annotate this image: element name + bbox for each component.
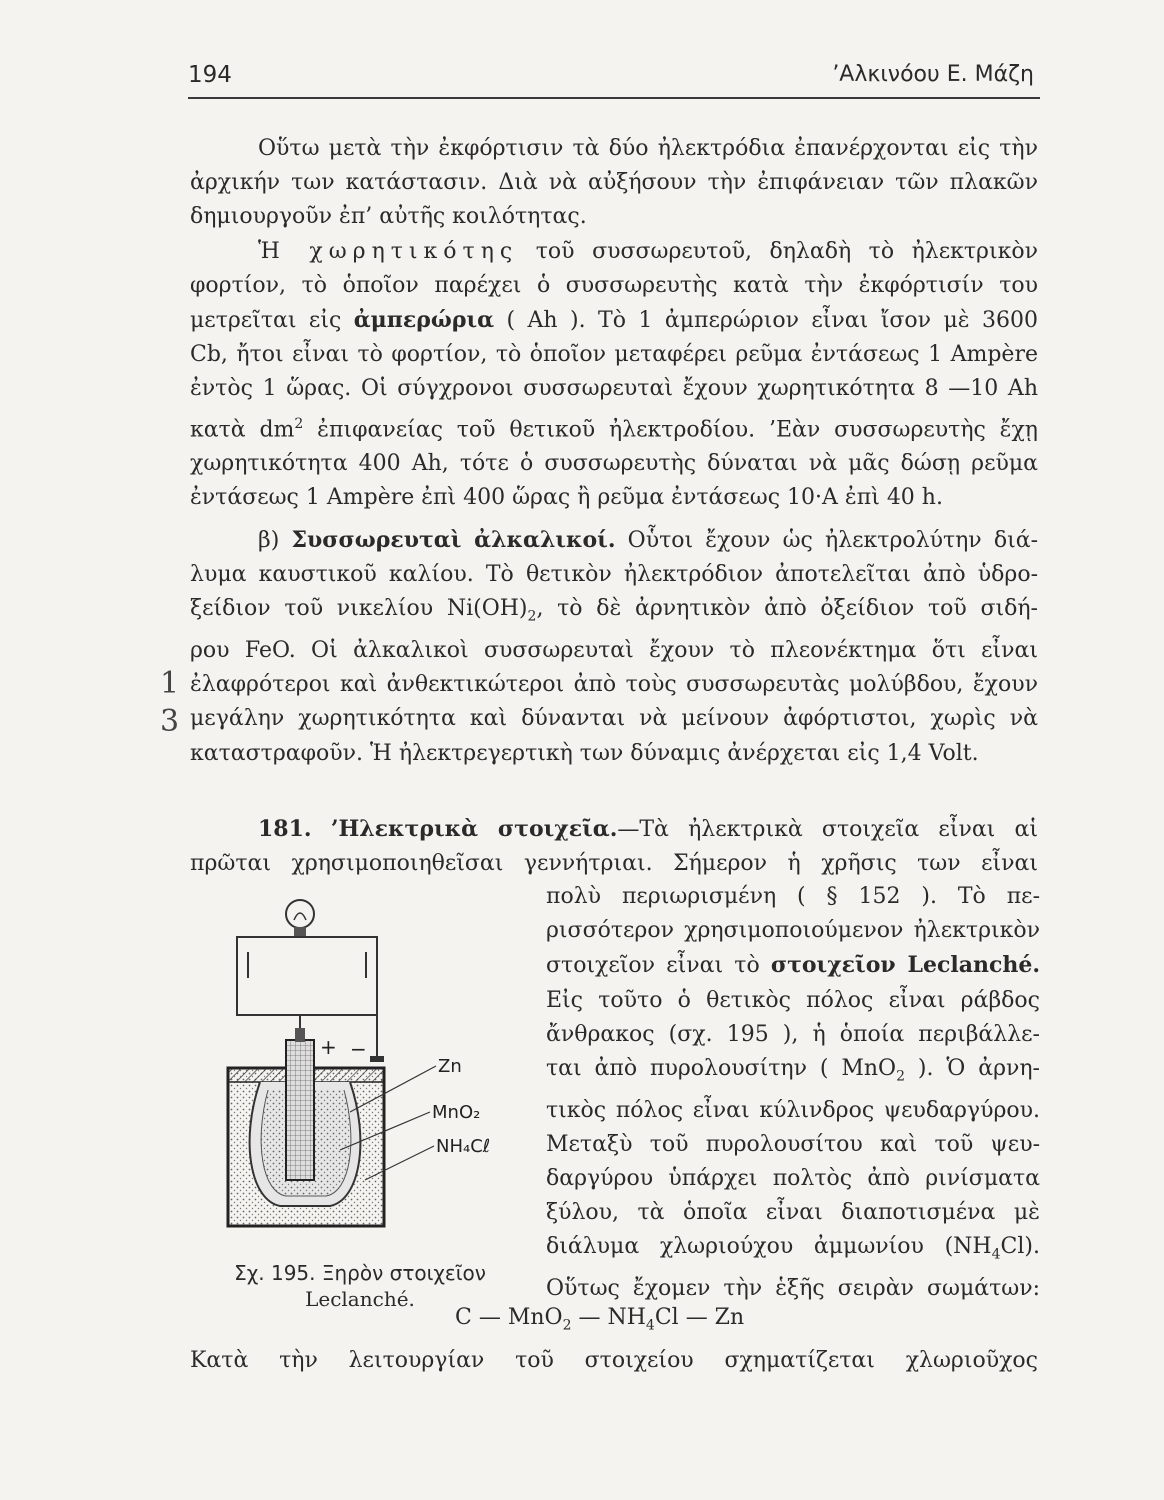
text-line: καταστραφοῦν. Ἡ ἠλεκτρεγερτικὴ των δύναμις ἀνέρχεται εἰς 1,4 Volt. xyxy=(190,740,979,766)
carbon-rod xyxy=(286,1040,314,1180)
text-span: C — MnO xyxy=(455,1305,563,1330)
text-span: Cl). xyxy=(1000,1234,1040,1260)
paragraph-1 xyxy=(190,132,1038,235)
text-line: δαργύρου ὑπάρχει πολτὸς ἀπὸ ρινίσματα xyxy=(546,1166,1040,1192)
lamp-icon xyxy=(286,900,314,937)
text-line: χωρητικότητα 400 Ah, τότε ὁ συσσωρευτὴς δύναται νὰ μᾶς δώσῃ ρεῦμα xyxy=(190,451,1038,477)
text-line: μεγάλην χωρητικότητα καὶ δύνανται νὰ μείνουν ἀφόρτιστοι, χωρὶς νὰ xyxy=(190,706,1038,732)
text-span: , τὸ δὲ ἀρνητικὸν ἀπὸ ὀξείδιον τοῦ σιδή- xyxy=(536,596,1038,622)
text-line xyxy=(546,948,1040,983)
label-zn: Zn xyxy=(438,1056,462,1077)
text-span: ( Ah ). Τὸ 1 ἀμπερώριον εἶναι ἴσον μὲ 3600 xyxy=(494,308,1038,333)
text-line: ρου FeO. Οἱ ἀλκαλικοὶ συσσωρευταὶ ἔχουν τὸ πλεονέκτημα ὅτι εἶναι xyxy=(190,638,1038,663)
caption-line: Leclanché. xyxy=(305,1287,415,1311)
text-line xyxy=(190,407,1038,448)
text-span: κατὰ dm xyxy=(190,416,295,442)
subscript: 2 xyxy=(896,1068,906,1085)
text-line xyxy=(190,812,1038,847)
text-line: ἄνθρακος (σχ. 195 ), ἡ ὁποία περιβάλλε- xyxy=(546,1021,1040,1047)
text-span: ξείδιον τοῦ νικελίου Ni(OH) xyxy=(190,596,528,622)
bold-term: στοιχεῖον Leclanché. xyxy=(770,952,1040,979)
text-line: Οὕτως ἔχομεν τὴν ἑξῆς σειρὰν σωμάτων: xyxy=(546,1276,1040,1302)
text-line: ἐντὸς 1 ὥρας. Οἱ σύγχρονοι συσσωρευταὶ ἔχουν χωρητικότητα 8 —10 Ah xyxy=(190,376,1038,402)
section-181 xyxy=(190,812,1038,881)
page-number: 194 xyxy=(188,62,232,88)
bold-term: Συσσωρευταὶ ἀλκαλικοί. xyxy=(291,527,616,553)
text-line xyxy=(190,523,1038,558)
text-line: Μεταξὺ τοῦ πυρολουσίτου καὶ τοῦ ψευ- xyxy=(546,1131,1040,1157)
text-line: δημιουργοῦν ἐπ’ αὐτῆς κοιλότητας. xyxy=(190,204,587,230)
text-span: μετρεῖται εἰς xyxy=(190,308,354,333)
leclanche-cell-figure xyxy=(200,880,500,1240)
text-span: β) xyxy=(258,528,292,553)
section-title: ’Ηλεκτρικὰ στοιχεῖα. xyxy=(330,816,618,842)
caption-line: Σχ. 195. Ξηρὸν στοιχεῖον xyxy=(234,1261,486,1285)
text-line: ρισσότερον χρησιμοποιούμενον ἠλεκτρικὸν xyxy=(546,918,1040,944)
rod-cap xyxy=(295,1028,305,1042)
text-span: ). Ὁ ἀρνη- xyxy=(905,1056,1040,1082)
circuit-wire xyxy=(237,937,377,1015)
superscript: 2 xyxy=(294,415,304,432)
text-line: Εἰς τοῦτο ὁ θετικὸς πόλος εἶναι ράβδος xyxy=(546,987,1040,1013)
text-line xyxy=(546,1052,1040,1094)
text-span: ἐπιφανείας τοῦ θετικοῦ ἠλεκτροδίου. ’Εὰν συσσωρευτὴς ἔχῃ xyxy=(303,416,1038,442)
bottom-text xyxy=(190,1348,1038,1373)
label-plus: + xyxy=(320,1035,337,1059)
subscript: 2 xyxy=(562,1317,572,1334)
text-line: λυμα καυστικοῦ καλίου. Τὸ θετικὸν ἠλεκτρόδιον ἀποτελεῖται ἀπὸ ὑδρο- xyxy=(190,562,1038,588)
text-span: Cl — Zn xyxy=(654,1305,745,1330)
text-line: ἐντάσεως 1 Ampère ἐπὶ 400 ὥρας ἢ ρεῦμα ἐντάσεως 10·A ἐπὶ 40 h. xyxy=(190,485,943,511)
text-line: ξύλου, τὰ ὁποῖα εἶναι διαποτισμένα μὲ xyxy=(546,1200,1040,1226)
text-line: Cb, ἤτοι εἶναι τὸ φορτίον, τὸ ὁποῖον μεταφέρει ρεῦμα ἐντάσεως 1 Ampère xyxy=(190,342,1038,368)
label-minus: − xyxy=(350,1037,367,1061)
margin-note-3: 3 xyxy=(160,704,180,739)
text-line: πολὺ περιωρισμένη ( § 152 ). Τὸ πε- xyxy=(546,884,1040,909)
paragraph-alkaline xyxy=(190,523,1038,771)
text-span: τοῦ συσσωρευτοῦ, δηλαδὴ τὸ ἠλεκτρικὸν xyxy=(518,238,1038,264)
label-nh4cl: NH₄Cℓ xyxy=(436,1136,491,1157)
text-line xyxy=(546,1230,1040,1272)
header-rule xyxy=(188,97,1040,99)
section-number: 181. xyxy=(258,816,312,842)
bold-term: ἀμπερώρια xyxy=(353,307,495,333)
text-span: διάλυμα χλωριούχου ἀμμωνίου (NH xyxy=(546,1234,992,1260)
paragraph-capacity xyxy=(190,235,1038,516)
cell-formula xyxy=(455,1305,744,1333)
text-line xyxy=(190,592,1038,634)
subscript: 4 xyxy=(645,1317,655,1334)
text-span: ται ἀπὸ πυρολουσίτην ( MnO xyxy=(546,1056,897,1082)
text-line xyxy=(190,303,1038,338)
label-mno2: MnO₂ xyxy=(432,1102,481,1123)
text-line: τικὸς πόλος εἶναι κύλινδρος ψευδαργύρου. xyxy=(546,1097,1040,1123)
text-line xyxy=(190,235,1038,269)
text-line: πρῶται χρησιμοποιηθεῖσαι γεννήτριαι. Σήμερον ἡ χρῆσις των εἶναι xyxy=(190,851,1038,877)
text-line: ἐλαφρότεροι καὶ ἀνθεκτικώτεροι ἀπὸ τοὺς συσσωρευτὰς μολύβδου, ἔχουν xyxy=(190,672,1038,698)
text-line: Οὕτω μετὰ τὴν ἐκφόρτισιν τὰ δύο ἠλεκτρόδια ἐπανέρχονται εἰς τὴν xyxy=(258,136,1038,161)
text-span: στοιχεῖον εἶναι τὸ xyxy=(546,953,771,979)
subscript: 4 xyxy=(991,1246,1001,1263)
spaced-term: Ἡ χωρητικότης xyxy=(258,238,519,264)
text-line: ἀρχικήν των κατάστασιν. Διὰ νὰ αὐξήσουν τὴν ἐπιφάνειαν τῶν πλακῶν xyxy=(190,170,1038,196)
subscript: 2 xyxy=(527,608,537,625)
running-header-author: ’Αλκινόου Ε. Μάζη xyxy=(832,62,1034,87)
text-span: — NH xyxy=(571,1305,646,1330)
text-line: Κατὰ τὴν λειτουργίαν τοῦ στοιχείου σχηματίζεται χλωριοῦχος xyxy=(190,1348,1038,1373)
margin-note-1: 1 xyxy=(160,666,180,701)
text-span: —Τὰ ἠλεκτρικὰ στοιχεῖα εἶναι αἱ xyxy=(617,817,1038,842)
text-span: Οὗτοι ἔχουν ὡς ἠλεκτρολύτην διά- xyxy=(615,528,1039,553)
right-column-text xyxy=(546,880,1040,1306)
text-line: φορτίον, τὸ ὁποῖον παρέχει ὁ συσσωρευτὴς κατὰ τὴν ἐκφόρτισίν του xyxy=(190,272,1038,298)
